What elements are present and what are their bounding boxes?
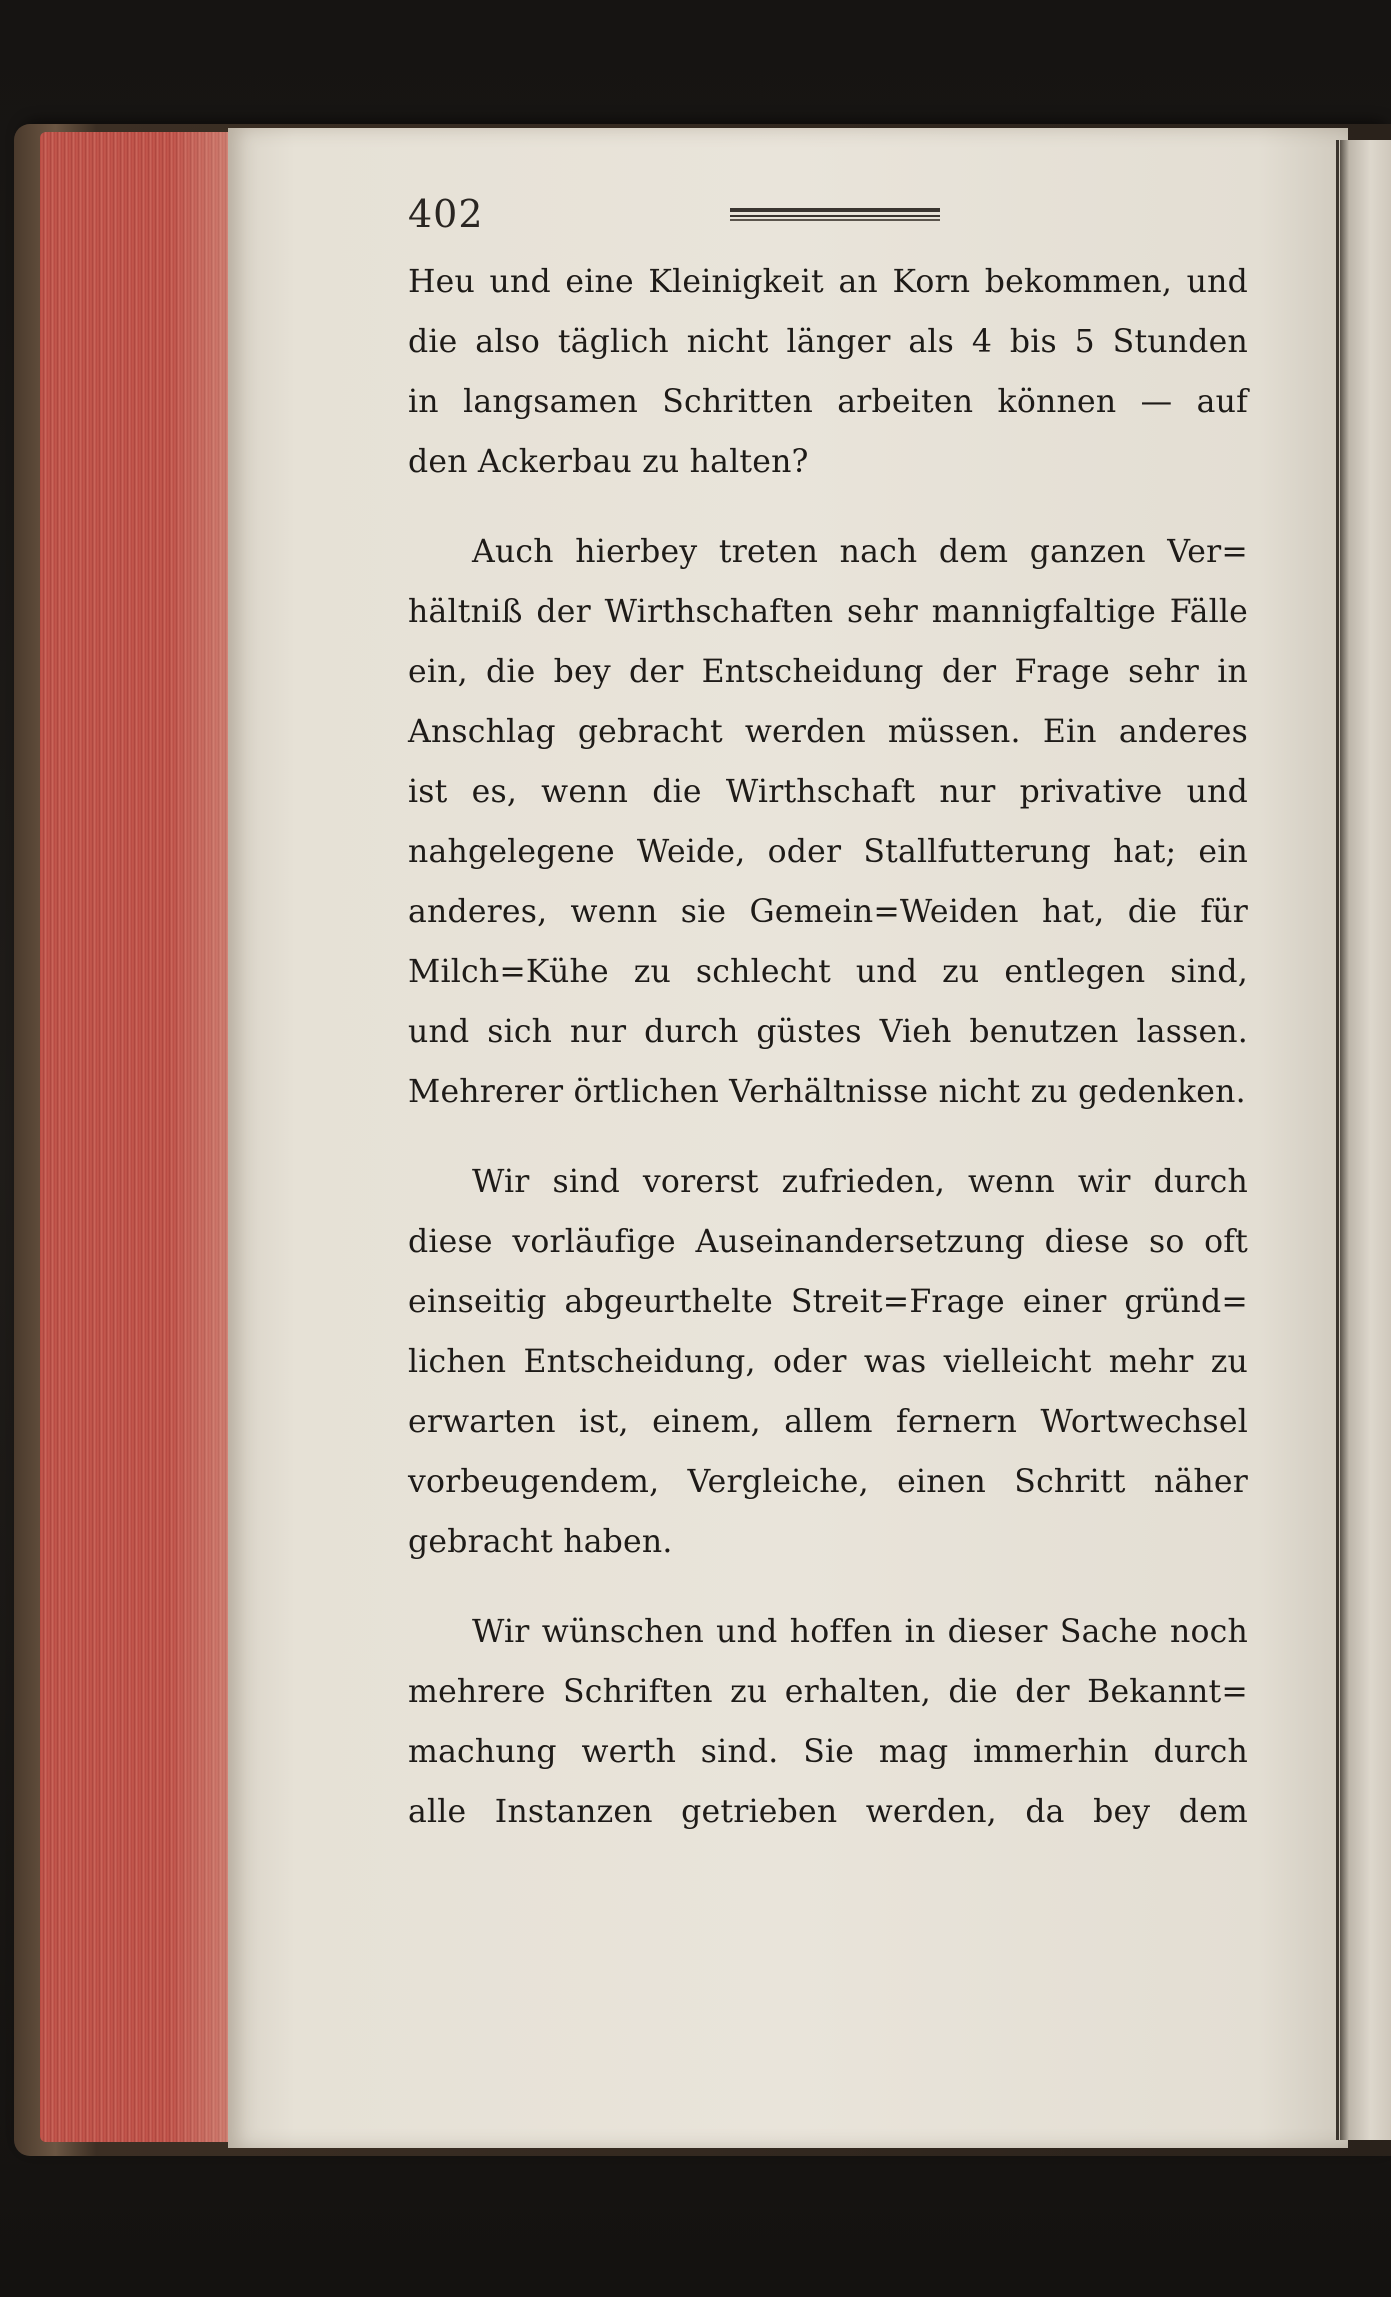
text-line: diese vorläufige Auseinandersetzung diese so oft xyxy=(408,1224,1248,1260)
text-line: ist es, wenn die Wirthschaft nur privative und xyxy=(408,774,1248,810)
page-number: 402 xyxy=(408,192,484,236)
text-line: Milch=Kühe zu schlecht und zu entlegen sind, xyxy=(408,954,1248,990)
text-line: ein, die bey der Entscheidung der Frage sehr in xyxy=(408,654,1248,690)
text-line: erwarten ist, einem, allem fernern Wortwechsel xyxy=(408,1404,1248,1440)
paragraph-3 xyxy=(408,1152,1248,1572)
text-line: und sich nur durch güstes Vieh benutzen lassen. xyxy=(408,1014,1248,1050)
text-line: hältniß der Wirthschaften sehr mannigfaltige Fälle xyxy=(408,594,1248,630)
text-line: vorbeugendem, Vergleiche, einen Schritt näher xyxy=(408,1464,1248,1500)
text-line: mehrere Schriften zu erhalten, die der Bekannt= xyxy=(408,1674,1248,1710)
text-line: Auch hierbey treten nach dem ganzen Ver= xyxy=(472,534,1248,570)
text-line: einseitig abgeurthelte Streit=Frage einer gründ= xyxy=(408,1284,1248,1320)
text-line: in langsamen Schritten arbeiten können — auf xyxy=(408,384,1248,420)
text-line: machung werth sind. Sie mag immerhin durch xyxy=(408,1734,1248,1770)
page-edges-highlight xyxy=(170,132,230,2142)
text-line: den Ackerbau zu halten? xyxy=(408,444,809,480)
text-line: gebracht haben. xyxy=(408,1524,673,1560)
text-line: Anschlag gebracht werden müssen. Ein anderes xyxy=(408,714,1248,750)
text-line: Mehrerer örtlichen Verhältnisse nicht zu gedenken. xyxy=(408,1074,1246,1110)
text-line: nahgelegene Weide, oder Stallfutterung hat; ein xyxy=(408,834,1248,870)
text-line: lichen Entscheidung, oder was vielleicht mehr zu xyxy=(408,1344,1248,1380)
gutter-line xyxy=(1336,140,1339,2140)
text-line: die also täglich nicht länger als 4 bis 5 Stunden xyxy=(408,324,1248,360)
page-header xyxy=(408,188,1248,252)
header-ornament xyxy=(730,208,940,222)
paragraph-1 xyxy=(408,252,1248,492)
page-text-block xyxy=(408,188,1248,1842)
paragraph-4 xyxy=(408,1602,1248,1842)
text-line: Wir wünschen und hoffen in dieser Sache noch xyxy=(472,1614,1248,1650)
facing-page-edge xyxy=(1340,140,1391,2140)
text-line: alle Instanzen getrieben werden, da bey dem xyxy=(408,1794,1248,1830)
text-line: anderes, wenn sie Gemein=Weiden hat, die für xyxy=(408,894,1248,930)
text-line: Heu und eine Kleinigkeit an Korn bekommen, und xyxy=(408,264,1248,300)
paragraph-2 xyxy=(408,522,1248,1122)
text-line: Wir sind vorerst zufrieden, wenn wir durch xyxy=(472,1164,1248,1200)
